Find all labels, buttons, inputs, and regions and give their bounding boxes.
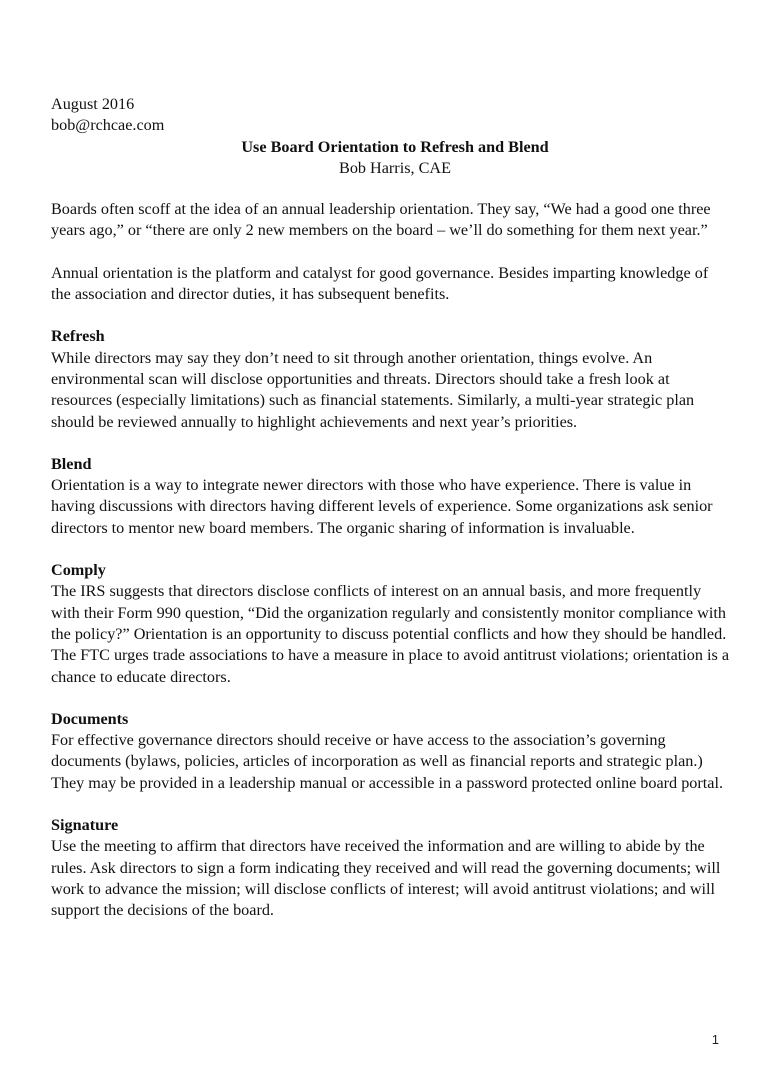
section-documents — [51, 709, 731, 794]
section-heading-signature: Signature — [51, 816, 119, 835]
section-blend — [51, 454, 731, 539]
section-signature — [51, 815, 731, 921]
section-heading-refresh: Refresh — [51, 327, 105, 346]
author-email: bob@rchcae.com — [51, 116, 165, 135]
intro-paragraph-2: Annual orientation is the platform and catalyst for good governance. Besides imparting knowledge of the association and director duties, it has subsequent benefits. — [51, 263, 709, 304]
page-number: 1 — [711, 1032, 719, 1047]
section-heading-comply: Comply — [51, 561, 106, 580]
section-body-refresh: While directors may say they don’t need to sit through another orientation, things evolve. An environmental scan will disclose opportunities and threats. Directors should take a fresh look at resources (especially limitations) such as financial statements. Similarly, a multi-year strategic plan should be reviewed annually to highlight achievements and next year’s priorities. — [51, 348, 695, 431]
document-page — [51, 94, 731, 922]
document-date: August 2016 — [51, 95, 135, 113]
section-body-comply: The IRS suggests that directors disclose conflicts of interest on an annual basis, and more frequently with their Form 990 question, “Did the organization regularly and consistently monitor compliance with the policy?” Orientation is an opportunity to discuss potential conflicts and how they should be handled. The FTC urges trade associations to have a measure in place to avoid antitrust violations; orientation is a chance to educate directors. — [51, 582, 730, 686]
document-author: Bob Harris, CAE — [339, 158, 451, 177]
section-heading-documents: Documents — [51, 709, 129, 728]
section-body-signature: Use the meeting to affirm that directors have received the information and are willing to abide by the rules. Ask directors to sign a form indicating they received and will read the governing documents; will work to advance the mission; will disclose conflicts of interest; will avoid antitrust violations; and will support the decisions of the board. — [51, 837, 721, 920]
section-body-blend: Orientation is a way to integrate newer directors with those who have experience. There is value in having discussions with directors having different levels of experience. Some organizations ask senior directors to mentor new board members. The organic sharing of information is invaluable. — [51, 476, 713, 537]
document-title: Use Board Orientation to Refresh and Blend — [241, 137, 549, 156]
section-body-documents: For effective governance directors should receive or have access to the association’s governing documents (bylaws, policies, articles of incorporation as well as financial reports and strategic plan.) They may be provided in a leadership manual or accessible in a password protected online board portal. — [51, 731, 724, 792]
section-comply — [51, 560, 731, 688]
intro-paragraph-1: Boards often scoff at the idea of an annual leadership orientation. They say, “We had a good one three years ago,” or “there are only 2 new members on the board – we’ll do something for them next year.” — [51, 200, 711, 240]
section-heading-blend: Blend — [51, 454, 92, 473]
section-refresh — [51, 326, 731, 432]
